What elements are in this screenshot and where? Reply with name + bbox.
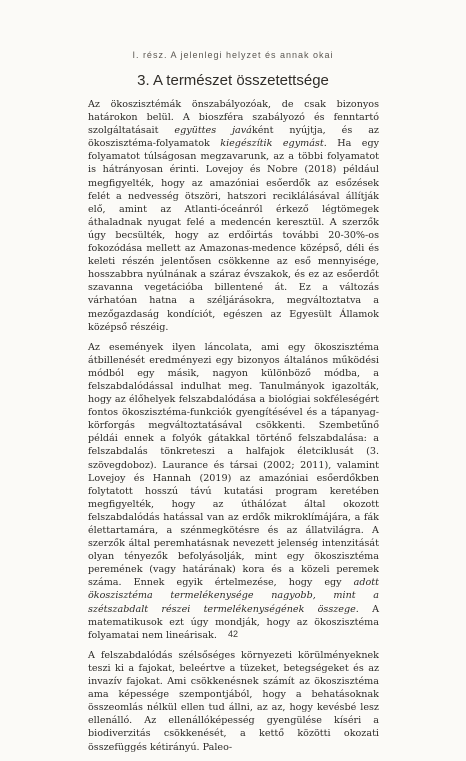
paragraph-2-text-b: . A matematikusok ezt úgy mondják, hogy az ökoszisztéma folyamatai nem lineárisak. (88, 603, 380, 641)
paragraph-2-emphasis: adott ökoszisztéma termelékenysége nagyobb, mint a szétszabdalt részei termelékenységének összege (88, 577, 379, 615)
body-text (88, 98, 379, 761)
paragraph-3: A felszabdalódás szélsőséges környezeti körülményeknek teszi ki a fajokat, beleértve a tüzeket, betegségeket és az invazív fajokat. Ami csökkenésnek számít az ökoszisztéma ama képessége szempontjából, hogy a behatásoknak összeomlás nélkül ellen tud állni, az az, hogy kevésbé lesz ellenálló. Az ellenállóképesség gyengülése kíséri a biodiverzitás csökkenését, a kettő közötti okozati összefüggés kétirányú. Paleo- (88, 649, 379, 753)
paragraph-1-text-a: Az ökoszisztémák önszabályozóak, de csak bizonyos határokon belül. A bioszféra szabályozó és fenntartó szolgáltatásait (88, 99, 379, 137)
paragraph-1 (88, 98, 379, 334)
paragraph-2 (88, 341, 379, 642)
paragraph-1-text-b: ként nyújtja, és az ökoszisztéma-folyamatok (88, 125, 379, 150)
paragraph-2-text-a: Az események ilyen láncolata, ami egy ökoszisztéma átbillenését eredményezi egy bizonyos általános működési módból egy másik, nagyon különböző módba, a felszabdalódással indulhat meg. Tanulmányok igazolták, hogy az élőhelyek felszabdalódása a biológiai sokféleségért fontos ökoszisztéma-funkciók gyengítésével és a tápanyag-körforgás megváltoztatásával csökkenti. Szembetűnő példái ennek a folyók gátakkal történő felszabdalása: a felszabdalás tönkreteszi a halfajok életciklusát (3. szövegdoboz). Laurance és társai (2002; 2011), valamint Lovejoy és Hannah (2019) az amazóniai esőerdőkben folytatott hosszú távú kutatási program keretében megfigyelték, hogy az úthálózat által okozott felszabdalódás hatással van az erdők mikroklímájára, a fák élettartamára, a szénmegkötésre és az állatvilágra. A szerzők által peremhatásnak nevezett jelenség intenzitását olyan tényezők befolyásolják, mint egy ökoszisztéma peremének (vagy határának) kora és a közeli peremek száma. Ennek egyik értelmezése, hogy egy (88, 341, 379, 589)
running-head: I. rész. A jelenlegi helyzet és annak okai (132, 50, 334, 60)
paragraph-1-emphasis-2: kiegészítik egymást (220, 138, 324, 150)
chapter-title: 3. A természet összetettsége (137, 72, 329, 89)
page-number: 42 (227, 629, 238, 639)
paragraph-1-emphasis-1: együttes javá (174, 125, 252, 137)
paragraph-1-text-c: . Ha egy folyamatot túlságosan megzavarunk, az a többi folyamatot is hátrányosan érinti. Lovejoy és Nobre (2018) például megfigyelték, hogy az amazóniai esőerdők az esőzések felét a nedvesség ötszöri, hatszori reciklálásával állítják elő, amint az Atlanti-óceánról érkező légtömegek áthaladnak nyugat felé a medencén keresztül. A szerzők úgy becsülték, hogy az erdőirtás további 20-30%-os fokozódása mellett az Amazonas-medence középső, déli és keleti részén jelentősen csökkenne az eső mennyisége, hosszabbra nyúlnának a száraz évszakok, és ez az esőerdőt szavanna vegetációba billentené át. Ez a változás várhatóan hatna a széljárásokra, megváltoztatva a mezőgazdaság kondíciót, egészen az Egyesült Államok középső részéig. (88, 138, 380, 333)
